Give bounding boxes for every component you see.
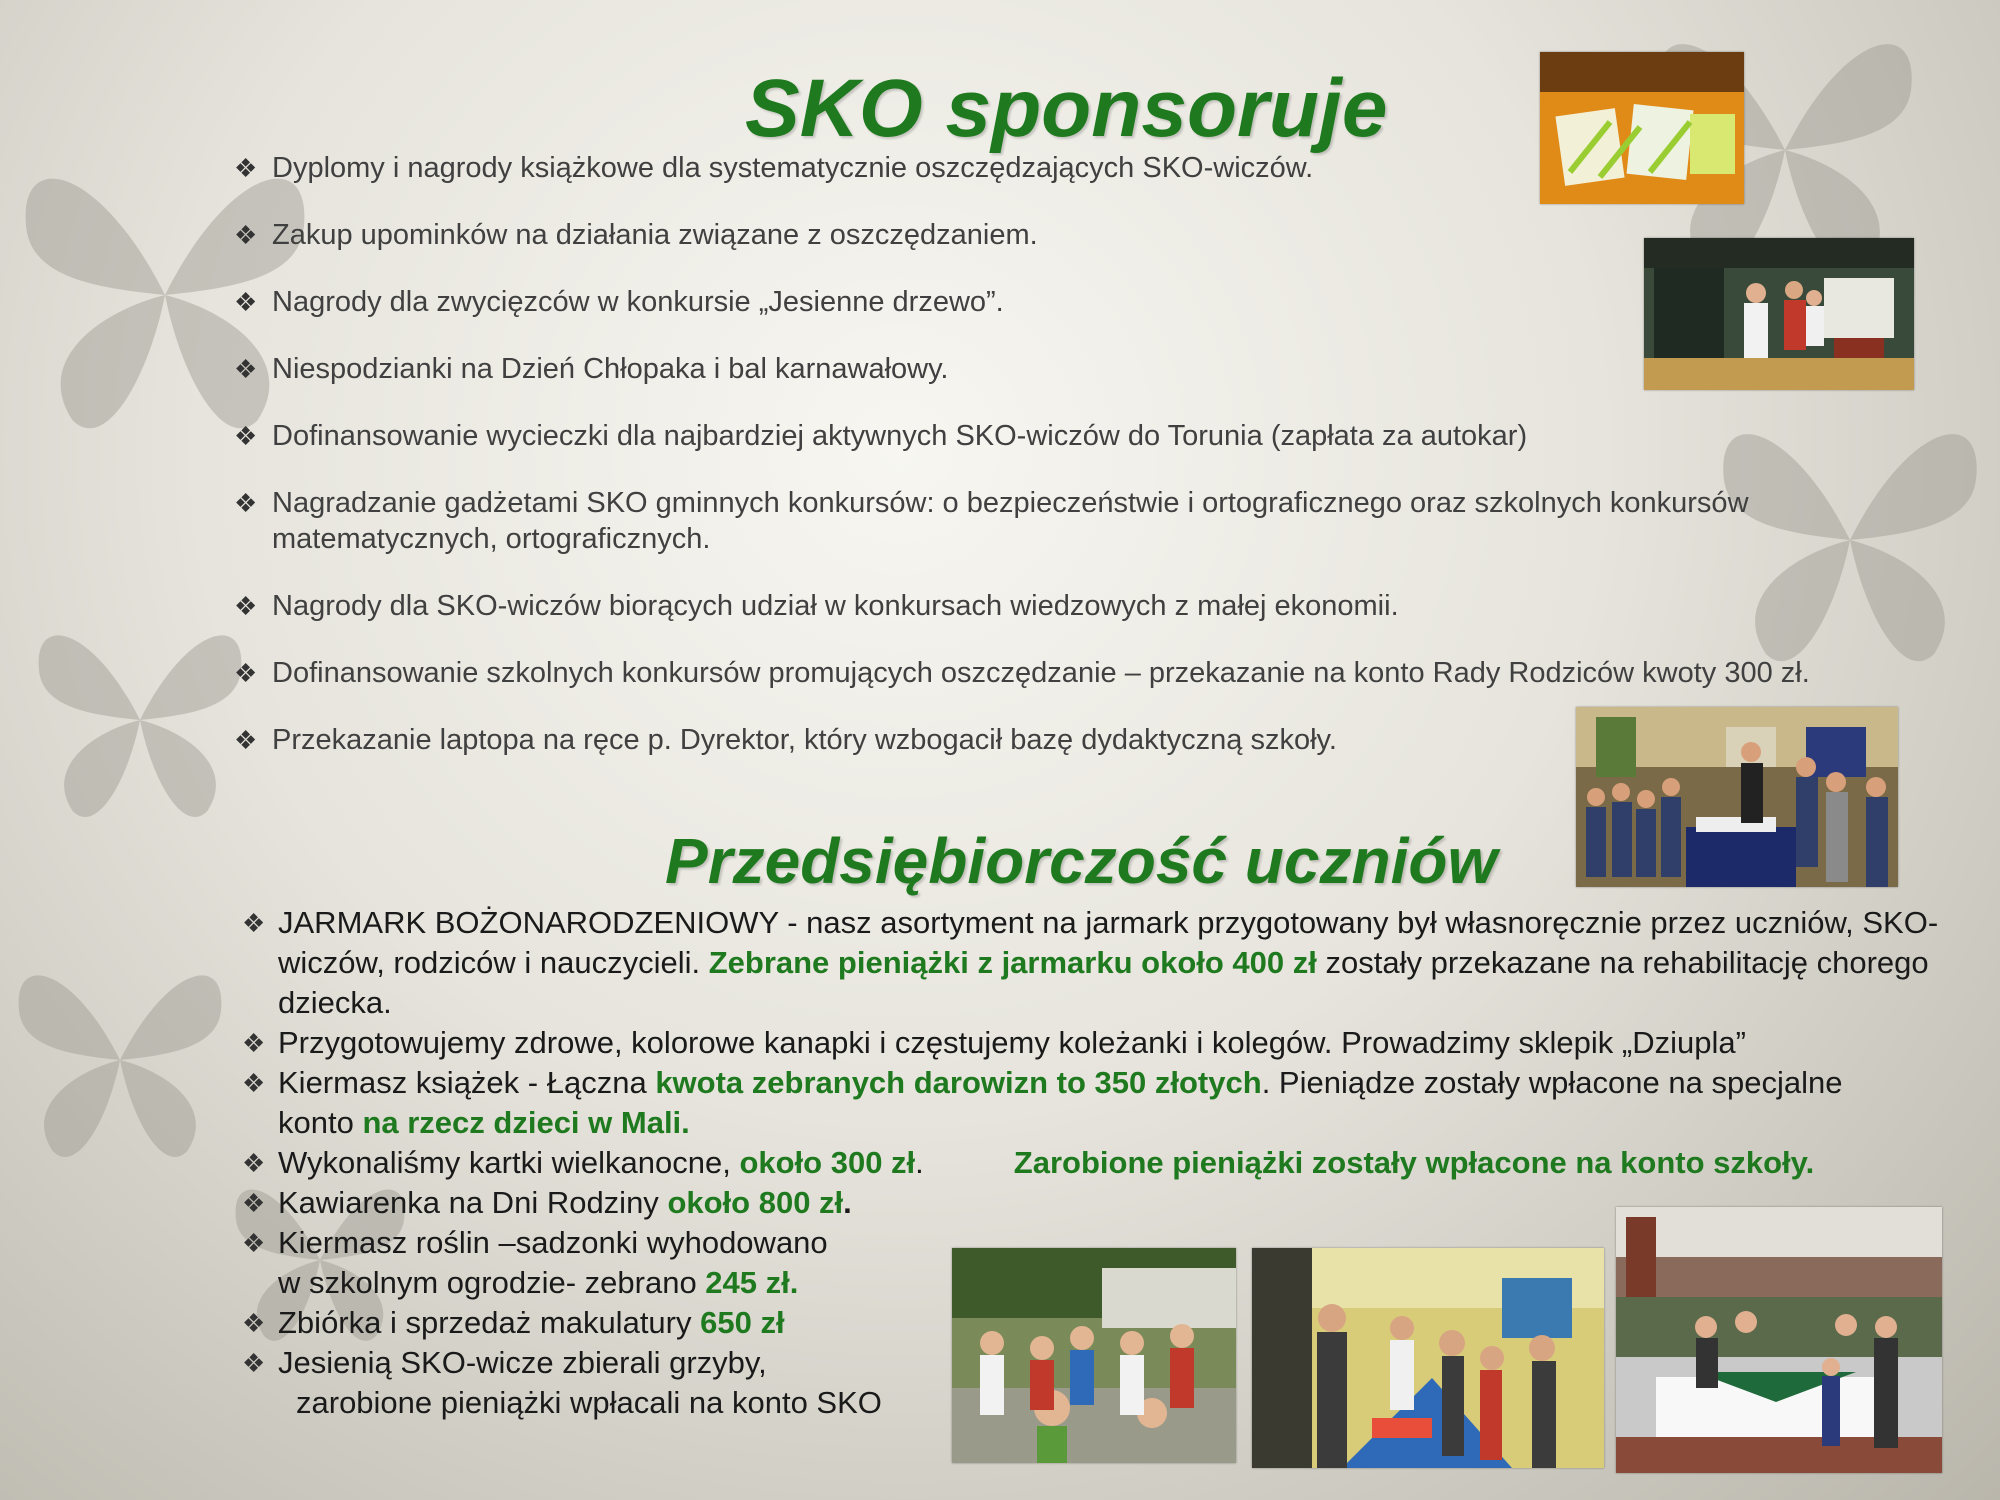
photo-plant-fair [952,1248,1236,1463]
photo-easter-cards-stand [1616,1207,1942,1473]
bullet-icon: ❖ [234,658,258,688]
list-item: ❖ Kiermasz roślin –sadzonki wyhodowano w szkolnym ogrodzie- zebrano 245 zł. [242,1225,828,1300]
list-item: ❖ Kiermasz książek - Łączna kwota zebranych darowizn to 350 złotych. Pieniądze zostały wpłacone na specjalne konto na rzecz dzieci w Mali. [242,1065,1843,1140]
list-item: ❖ Dofinansowanie wycieczki dla najbardziej aktywnych SKO-wiczów do Torunia (zapłata za autokar) [234,420,1528,452]
bullet-icon: ❖ [234,153,258,183]
sponsor-list [234,150,1854,789]
page-title: SKO sponsoruje [745,63,1388,154]
bullet-icon: ❖ [234,488,258,518]
highlight-text: około 300 zł [739,1145,916,1180]
highlight-text: Zebrane pieniążki z jarmarku około 400 zł [708,945,1317,980]
bullet-icon: ❖ [234,287,258,317]
bullet-icon: ❖ [234,354,258,384]
highlight-text: 245 zł. [705,1265,799,1300]
list-item: ❖ Przekazanie laptopa na ręce p. Dyrektor, który wzbogacił bazę dydaktyczną szkoły. [234,724,1337,756]
highlight-text: około 800 zł [667,1185,844,1220]
list-item: ❖ Zbiórka i sprzedaż makulatury 650 zł [242,1303,1962,1343]
highlight-text: na rzecz dzieci w Mali. [362,1105,690,1140]
section-title: Przedsiębiorczość uczniów [665,825,1498,897]
bullet-icon: ❖ [242,1148,266,1178]
butterfly-decoration-icon [0,880,240,1240]
list-item: ❖ JARMARK BOŻONARODZENIOWY - nasz asortyment na jarmark przygotowany był własnoręcznie przez uczniów, SKO-wiczów, rodziców i nauczycieli. Zebrane pieniążki z jarmarku około 400 zł zostały przekazane na rehabilitację chorego dziecka. [242,905,1939,1020]
list-item: ❖ Nagradzanie gadżetami SKO gminnych konkursów: o bezpieczeństwie i ortograficznego oraz szkolnych konkursów matematycznych, ortograficznych. [234,487,1749,555]
bullet-icon: ❖ [242,1228,266,1258]
list-item: ❖ Kawiarenka na Dni Rodziny około 800 zł. [242,1183,1962,1223]
photo-award-ceremony [1644,238,1914,390]
bullet-icon: ❖ [234,220,258,250]
bullet-icon: ❖ [242,908,266,938]
list-item: ❖ Wykonaliśmy kartki wielkanocne, około 300 zł. Zarobione pieniążki zostały wpłacone na konto szkoły. [242,1143,1962,1183]
photo-book-fair [1252,1248,1604,1468]
photo-diplomas [1540,52,1744,204]
list-item: ❖ Nagrody dla SKO-wiczów biorących udział w konkursach wiedzowych z małej ekonomii. [234,590,1399,622]
bullet-icon: ❖ [242,1068,266,1098]
highlight-text: kwota zebranych darowizn to 350 złotych [655,1065,1262,1100]
list-item: ❖ Zakup upominków na działania związane z oszczędzaniem. [234,219,1038,251]
bullet-icon: ❖ [234,725,258,755]
bullet-icon: ❖ [234,591,258,621]
list-item: ❖ Niespodzianki na Dzień Chłopaka i bal karnawałowy. [234,353,949,385]
list-item: ❖ Dofinansowanie szkolnych konkursów promujących oszczędzanie – przekazanie na konto Rady Rodziców kwoty 300 zł. [234,657,1810,689]
bullet-icon: ❖ [242,1308,266,1338]
list-item: ❖ Dyplomy i nagrody książkowe dla systematycznie oszczędzających SKO-wiczów. [234,152,1314,184]
highlight-text: Zarobione pieniążki zostały wpłacone na konto szkoły. [1013,1145,1815,1180]
bullet-icon: ❖ [242,1348,266,1378]
highlight-text: 650 zł [700,1305,785,1340]
bullet-icon: ❖ [242,1188,266,1218]
list-item: ❖ Przygotowujemy zdrowe, kolorowe kanapki i częstujemy koleżanki i kolegów. Prowadzimy sklepik „Dziupla” [242,1023,1962,1063]
bullet-icon: ❖ [234,421,258,451]
photo-laptop-handover [1576,707,1898,887]
butterfly-decoration-icon [20,590,260,850]
list-item: ❖ Nagrody dla zwycięzców w konkursie „Jesienne drzewo”. [234,286,1004,318]
bullet-icon: ❖ [242,1028,266,1058]
list-item: ❖ Jesienią SKO-wicze zbierali grzyby, zarobione pieniążki wpłacali na konto SKO [242,1345,882,1420]
